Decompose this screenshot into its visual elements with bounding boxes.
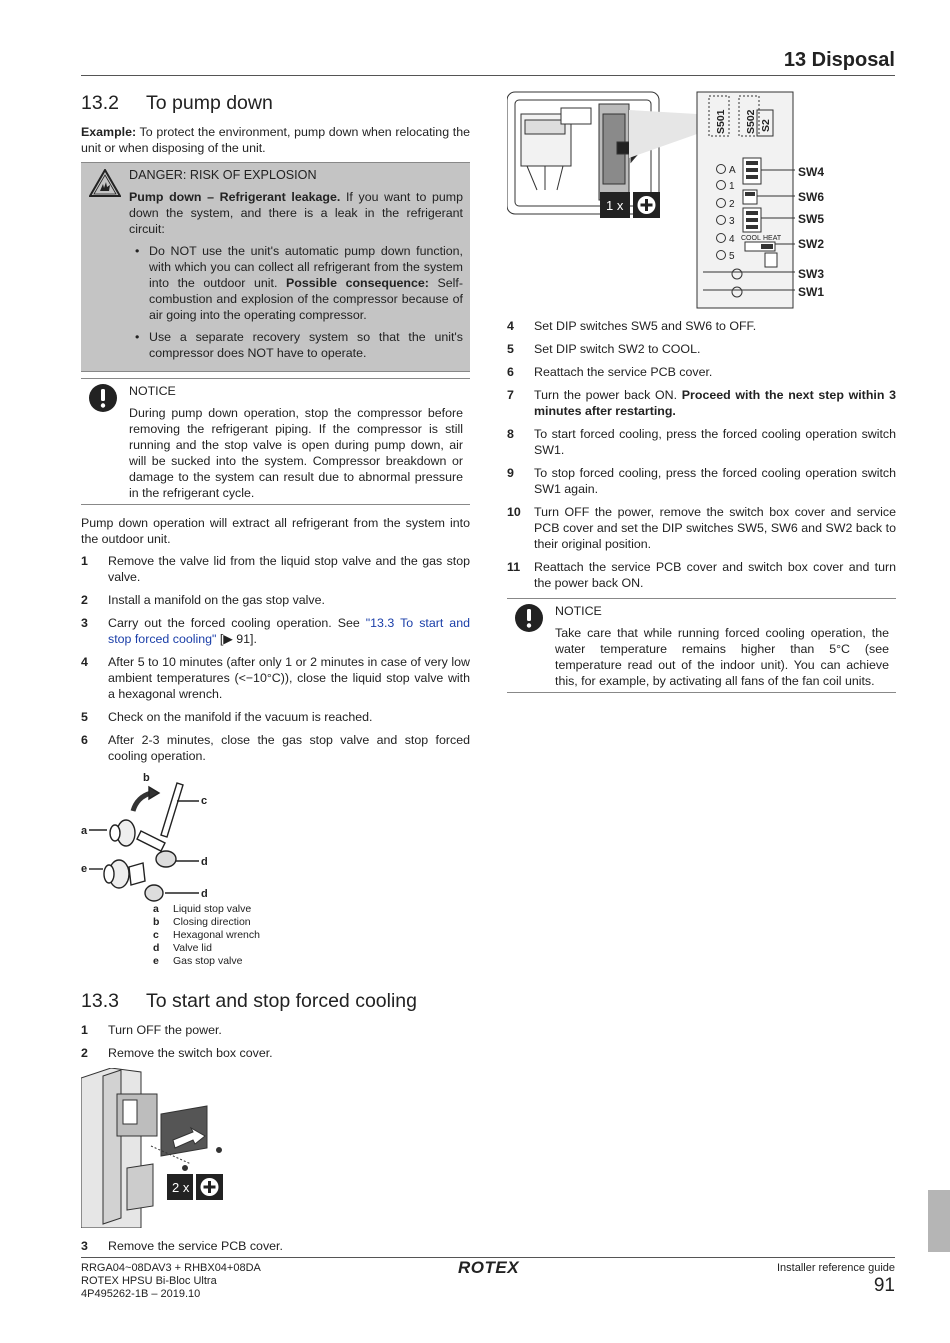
list-item: 6 After 2-3 minutes, close the gas stop valve and stop forced cooling operation. <box>81 733 470 763</box>
list-item: 1 Remove the valve lid from the liquid stop valve and the gas stop valve. <box>81 554 470 584</box>
figure-label-c: c <box>201 795 208 807</box>
chapter-title: 13 Disposal <box>783 49 895 71</box>
list-item: 2 Remove the switch box cover. <box>81 1046 273 1060</box>
list-item: 5 Set DIP switch SW2 to COOL. <box>507 342 701 356</box>
example-paragraph: Example: To protect the environment, pump down when relocating the unit or when disposing of the unit. <box>81 125 470 155</box>
list-item: 10 Turn OFF the power, remove the switch box cover and service PCB cover and set the DIP switches SW5, SW6 and SW2 back to their original position. <box>507 505 896 551</box>
notice-title: NOTICE <box>555 604 602 618</box>
figure-label-e: e <box>81 863 88 875</box>
forced-cooling-steps-right <box>507 318 896 591</box>
left-column <box>81 90 470 1261</box>
pcb-label-sw5: SW5 <box>798 212 825 226</box>
side-tab <box>928 1190 950 1252</box>
stop-valve-figure <box>81 771 281 906</box>
count-badge-text: 2 x <box>172 1180 190 1195</box>
pcb-label-s501: S501 <box>715 109 727 134</box>
notice-box <box>81 378 470 505</box>
list-item: 5 Check on the manifold if the vacuum is reached. <box>81 710 373 724</box>
footer-document-info: RRGA04~08DAV3 + RHBX04+08DA ROTEX HPSU Bi-Bloc Ultra 4P495262-1B – 2019.10 <box>81 1262 261 1300</box>
notice-title: NOTICE <box>129 384 176 398</box>
list-item: 1 Turn OFF the power. <box>81 1023 222 1037</box>
pcb-label-sw6: SW6 <box>798 190 825 204</box>
danger-box <box>81 162 470 372</box>
cross-reference-link[interactable]: "13.3 To start and stop forced cooling" <box>108 616 470 646</box>
list-item: 6 Reattach the service PCB cover. <box>507 365 713 379</box>
led-label: 4 <box>729 234 735 245</box>
list-item: 4 Set DIP switches SW5 and SW6 to OFF. <box>507 319 757 333</box>
notice-text: During pump down operation, stop the compressor before removing the refrigerant piping. If the compressor is still running and the stop valve is open during pump down, air will be sucked into the system. Compressor breakdown or damage to the system can result due to abnormal pressure in the refrigerant cycle. <box>129 406 463 500</box>
list-item: 8 To start forced cooling, press the forced cooling operation switch SW1. <box>507 427 896 457</box>
list-item: 9 To stop forced cooling, press the forced cooling operation switch SW1 again. <box>507 466 896 496</box>
figure-label-d: d <box>201 856 208 868</box>
right-column <box>507 90 896 703</box>
page-number: 91 <box>873 1275 895 1296</box>
pump-down-intro: Pump down operation will extract all refrigerant from the system into the outdoor unit. <box>81 516 470 546</box>
notice-box <box>507 598 896 693</box>
led-label: 1 <box>729 181 735 192</box>
legend-item: c Hexagonal wrench <box>153 929 260 941</box>
list-item: 3 Carry out the forced cooling operation. See "13.3 To start and stop forced cooling" [▶ 91]. <box>81 616 470 646</box>
legend-item: d Valve lid <box>153 942 212 954</box>
list-item: • Do NOT use the unit's automatic pump down function, with which you can collect all refrigerant from the system into the outdoor unit. Possible consequence: Self-combustion and explosion of the compressor because of air going into the operating compressor. <box>135 243 463 323</box>
list-item: 4 After 5 to 10 minutes (after only 1 or 2 minutes in case of very low ambient temperatures (<−10°C)), close the liquid stop valve with a hexagonal wrench. <box>81 655 470 701</box>
list-item: 3 Remove the service PCB cover. <box>81 1239 283 1253</box>
led-label: A <box>729 165 736 176</box>
forced-cooling-steps-cont <box>81 1238 470 1254</box>
legend-item: b Closing direction <box>153 916 251 928</box>
pcb-label-sw2: SW2 <box>798 237 825 251</box>
pcb-label-s502: S502 <box>745 109 757 134</box>
danger-list <box>135 243 463 361</box>
led-label: 3 <box>729 216 735 227</box>
list-item: 11 Reattach the service PCB cover and switch box cover and turn the power back ON. <box>507 560 896 590</box>
led-label: 2 <box>729 199 735 210</box>
danger-title: DANGER: RISK OF EXPLOSION <box>129 168 317 182</box>
section-heading-13-3: 13.3 To start and stop forced cooling <box>81 990 417 1012</box>
switch-label-heat: HEAT <box>763 235 782 242</box>
top-rule <box>81 75 895 76</box>
figure-label-a: a <box>81 825 88 837</box>
figure-legend <box>153 903 470 968</box>
pump-down-steps <box>81 553 470 764</box>
footer-page-info: Installer reference guide 91 <box>776 1262 895 1296</box>
switch-label-cool: COOL <box>741 235 761 242</box>
legend-item: a Liquid stop valve <box>153 903 252 915</box>
pcb-label-sw3: SW3 <box>798 267 825 281</box>
figure-label-b: b <box>143 772 150 784</box>
danger-lead: Pump down – Refrigerant leakage. If you want to pump down the system, and there is a leak in the refrigerant circuit: <box>129 190 464 236</box>
count-badge-text: 1 x <box>606 198 624 213</box>
figure-label-d: d <box>201 888 208 900</box>
exclamation-icon <box>514 603 544 633</box>
rotex-logo: ROTEX <box>458 1258 520 1277</box>
list-item: • Use a separate recovery system so that the unit's compressor does NOT have to operate. <box>135 329 463 361</box>
legend-item: e Gas stop valve <box>153 955 243 967</box>
exclamation-icon <box>88 383 118 413</box>
explosion-warning-icon <box>89 169 121 197</box>
list-item: 2 Install a manifold on the gas stop valve. <box>81 593 325 607</box>
forced-cooling-steps <box>81 1022 470 1061</box>
pcb-dip-switch-figure <box>507 90 896 312</box>
pcb-label-sw1: SW1 <box>798 285 825 299</box>
led-label: 5 <box>729 251 735 262</box>
pcb-label-sw4: SW4 <box>798 165 825 179</box>
switch-box-cover-figure <box>81 1068 231 1228</box>
pcb-label-s2: S2 <box>760 119 772 132</box>
list-item: 7 Turn the power back ON. Proceed with the next step within 3 minutes after restarting. <box>507 388 897 418</box>
notice-text: Take care that while running forced cooling operation, the water temperature remains higher than 5°C (see temperature read out of the indoor unit). You can achieve this, for example, by activating all fans of the fan coil units. <box>555 626 889 688</box>
section-heading-13-2: 13.2 To pump down <box>81 92 273 114</box>
